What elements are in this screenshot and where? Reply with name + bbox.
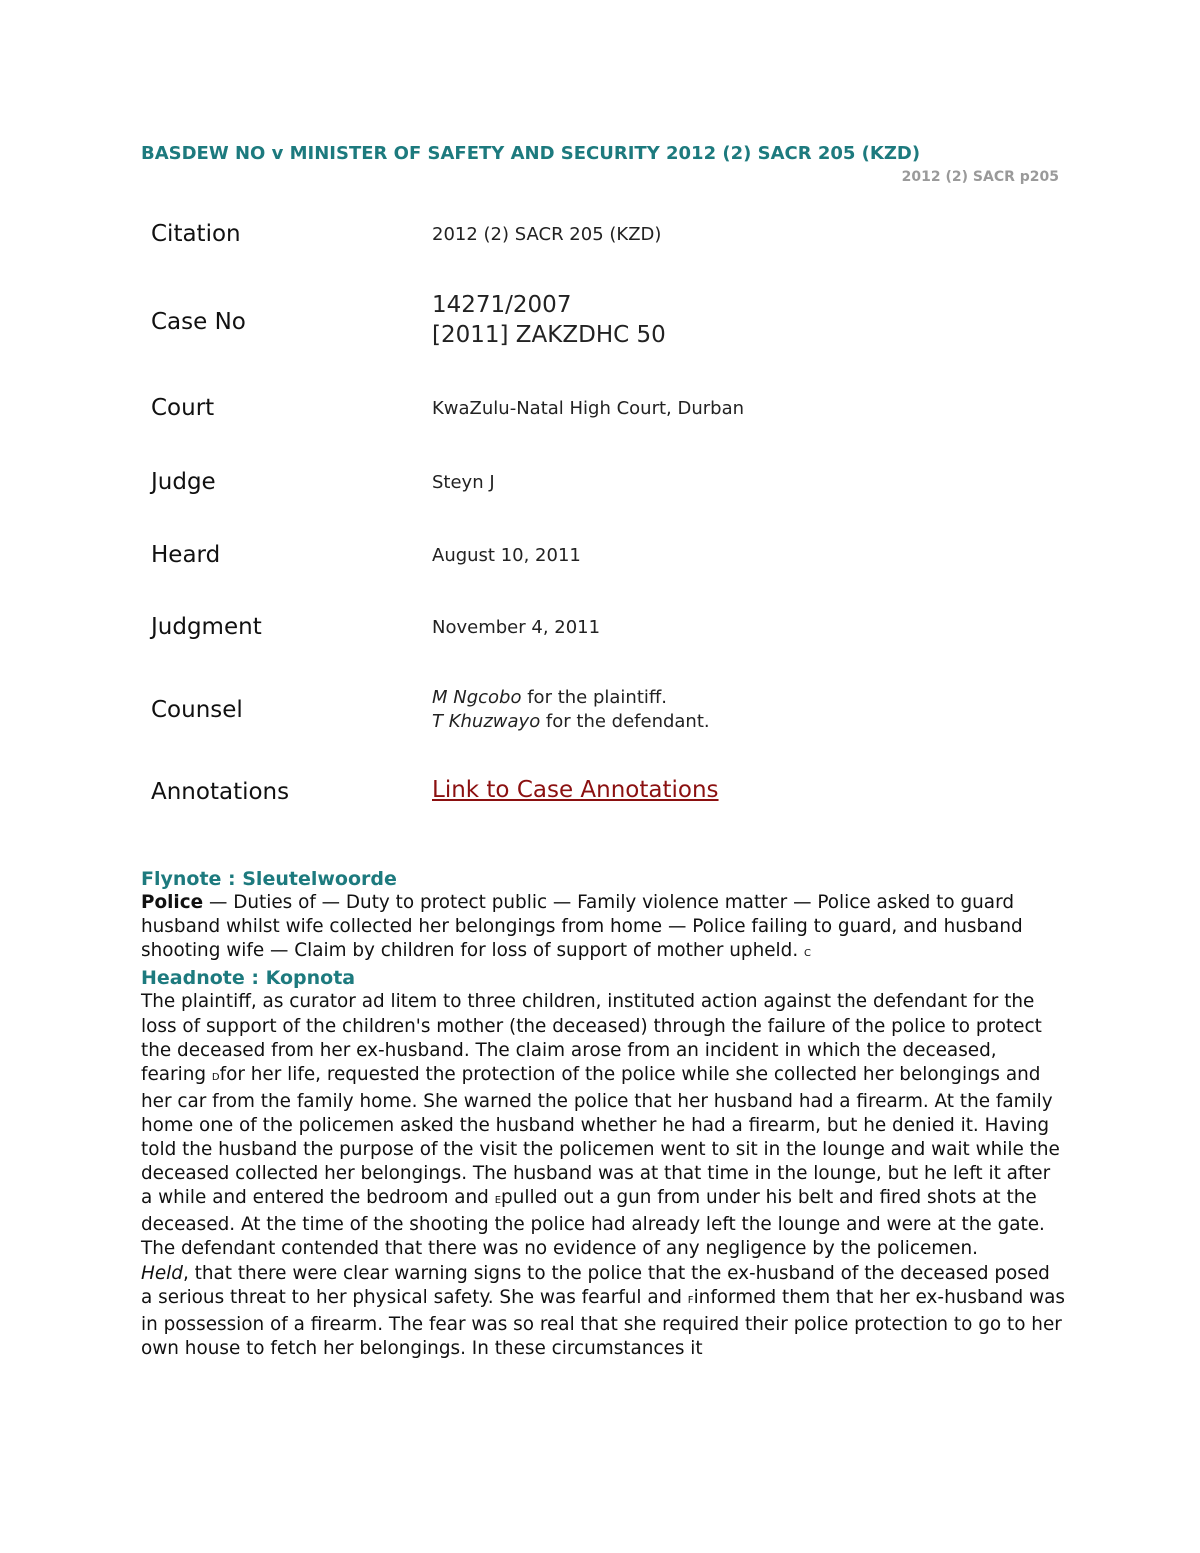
judgment-value: November 4, 2011 bbox=[432, 617, 601, 638]
case-annotations-link[interactable]: Link to Case Annotations bbox=[432, 777, 719, 803]
defendant-counsel-name: T Khuzwayo bbox=[432, 711, 541, 732]
case-no-label: Case No bbox=[151, 309, 246, 335]
case-title: BASDEW NO v MINISTER OF SAFETY AND SECURITY 2012 (2) SACR 205 (KZD) bbox=[141, 143, 921, 164]
headnote-p1-part-a: The plaintiff, as curator ad litem to three children, instituted action against the defendant for the loss of support of the children's mother (the deceased) through the failure of the police to protect the deceased from her ex-husband. The claim arose from an incident in which the deceased, fearing bbox=[141, 991, 1042, 1085]
held-label: Held bbox=[141, 1262, 183, 1284]
flynote-lead: Police bbox=[141, 892, 204, 914]
counsel-value bbox=[432, 686, 710, 734]
headnote-p2-part-b: informed them that her ex-husband was in possession of a firearm. The fear was so real that she required their police protection to go to her own house to fetch her belongings. In these circumstances it bbox=[141, 1286, 1065, 1359]
flynote-body: — Duties of — Duty to protect public — Family violence matter — Police asked to guard husband whilst wife collected her belongings from home — Police failing to guard, and husband shooting wife — Claim by children for loss of support of mother upheld. bbox=[141, 892, 1023, 962]
case-no-value bbox=[432, 290, 666, 350]
plaintiff-counsel-name: M Ngcobo bbox=[432, 687, 522, 708]
margin-marker-f: F bbox=[687, 1294, 694, 1306]
court-value: KwaZulu-Natal High Court, Durban bbox=[432, 398, 745, 419]
judge-label: Judge bbox=[151, 469, 216, 495]
heard-value: August 10, 2011 bbox=[432, 545, 581, 566]
headnote-p2-part-a: , that there were clear warning signs to the police that the ex-husband of the deceased posed a serious threat to her physical safety. She was fearful and bbox=[141, 1262, 1050, 1308]
annotations-value bbox=[432, 778, 719, 804]
defendant-counsel-role: for the defendant. bbox=[540, 711, 710, 732]
margin-marker-e: E bbox=[494, 1195, 502, 1207]
court-label: Court bbox=[151, 395, 215, 421]
headnote-paragraph-2 bbox=[141, 1262, 1066, 1361]
annotations-label: Annotations bbox=[151, 779, 290, 805]
headnote-p1-part-b: for her life, requested the protection of the police while she collected her belongings and her car from the family home. She warned the police that her husband had a firearm. At the family home one of the policemen asked the husband whether he had a firearm, but he denied it. Having told the husband the purpose of the visit the policemen went to sit in the lounge and wait while the deceased collected her belongings. The husband was at that time in the lounge, but he left it after a while and entered the bedroom and bbox=[141, 1063, 1060, 1209]
margin-marker-c: C bbox=[804, 948, 811, 960]
citation-value: 2012 (2) SACR 205 (KZD) bbox=[432, 224, 662, 245]
flynote-heading: Flynote : Sleutelwoorde bbox=[141, 868, 397, 890]
heard-label: Heard bbox=[151, 542, 221, 568]
headnote-p1-part-c: pulled out a gun from under his belt and fired shots at the deceased. At the time of the shooting the police had already left the lounge and were at the gate. The defendant contended that there was no evidence of any negligence by the policemen. bbox=[141, 1187, 1045, 1260]
page-reference: 2012 (2) SACR p205 bbox=[901, 169, 1059, 185]
margin-marker-d: D bbox=[211, 1071, 220, 1083]
headnote-heading: Headnote : Kopnota bbox=[141, 967, 356, 990]
case-number: 14271/2007 bbox=[432, 292, 572, 318]
judge-value: Steyn J bbox=[432, 472, 495, 493]
counsel-label: Counsel bbox=[151, 697, 243, 723]
neutral-citation: [2011] ZAKZDHC 50 bbox=[432, 322, 666, 348]
case-summary bbox=[141, 867, 1066, 1361]
flynote-text bbox=[141, 891, 1066, 966]
plaintiff-counsel-role: for the plaintiff. bbox=[521, 687, 668, 708]
judgment-label: Judgment bbox=[151, 614, 262, 640]
citation-label: Citation bbox=[151, 221, 241, 247]
headnote-paragraph-1 bbox=[141, 990, 1066, 1261]
